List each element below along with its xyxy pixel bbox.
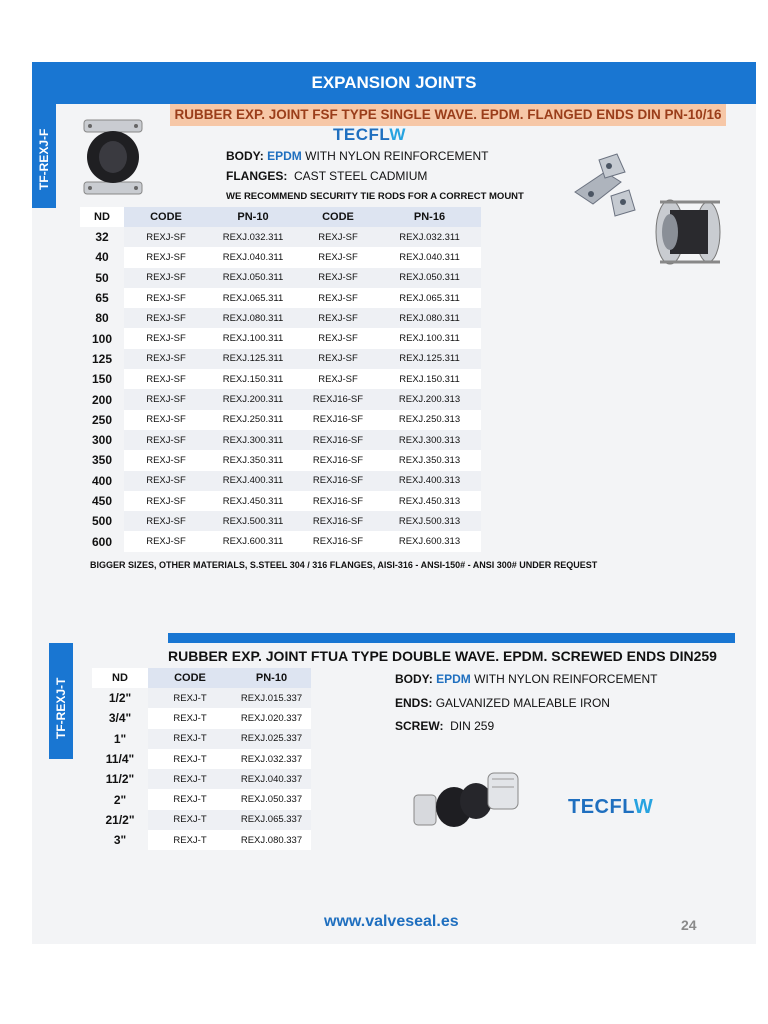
table-cell: REXJ-SF — [124, 349, 208, 369]
flanges-spec: FLANGES: CAST STEEL CADMIUM — [226, 169, 428, 183]
nominal-diameter-cell: 150 — [91, 372, 113, 387]
tie-rod-recommendation: WE RECOMMEND SECURITY TIE RODS FOR A CORRECT MOUNT — [226, 191, 524, 202]
table-cell: REXJ.350.313 — [378, 450, 481, 470]
table-cell: REXJ.040.337 — [232, 769, 311, 789]
table-row — [92, 810, 311, 830]
table-cell: REXJ-T — [148, 789, 232, 809]
table-cell: REXJ-SF — [124, 511, 208, 531]
nominal-diameter-cell: 250 — [91, 412, 113, 427]
table-cell: REXJ16-SF — [298, 389, 378, 409]
table-cell: REXJ-SF — [124, 410, 208, 430]
side-tab-section2 — [49, 643, 73, 759]
table-cell: REXJ-SF — [124, 531, 208, 551]
table-cell: REXJ16-SF — [298, 450, 378, 470]
nominal-diameter-cell: 3" — [113, 833, 127, 848]
table-cell: REXJ.350.311 — [208, 450, 298, 470]
table-cell: REXJ-SF — [298, 349, 378, 369]
table-cell: REXJ.100.311 — [208, 328, 298, 348]
nominal-diameter-cell: 300 — [91, 433, 113, 448]
table-cell: REXJ.450.311 — [208, 491, 298, 511]
table-row — [80, 227, 481, 247]
table-cell: REXJ.200.313 — [378, 389, 481, 409]
table-cell: REXJ16-SF — [298, 410, 378, 430]
table-cell: REXJ.020.337 — [232, 708, 311, 728]
flanged-joint-image — [80, 116, 146, 198]
header-nd: ND — [80, 207, 124, 227]
header-bar — [32, 62, 756, 104]
table-cell: REXJ16-SF — [298, 511, 378, 531]
nominal-diameter-cell: 500 — [91, 514, 113, 529]
table-cell: REXJ-SF — [298, 308, 378, 328]
table-cell: REXJ-SF — [124, 227, 208, 247]
table-cell: REXJ16-SF — [298, 491, 378, 511]
table-cell: REXJ-SF — [124, 288, 208, 308]
table-cell: REXJ-SF — [124, 389, 208, 409]
table-cell: REXJ.065.311 — [208, 288, 298, 308]
nominal-diameter-cell: 11/4" — [105, 752, 135, 767]
nominal-diameter-cell: 2" — [113, 792, 127, 807]
table-cell: REXJ.015.337 — [232, 688, 311, 708]
table-row — [92, 830, 311, 850]
table-cell: REXJ-SF — [124, 308, 208, 328]
header-nd: ND — [92, 668, 148, 688]
header-pn10: PN-10 — [232, 668, 311, 688]
nominal-diameter-cell: 3/4" — [108, 711, 132, 726]
nominal-diameter-cell: 200 — [91, 392, 113, 407]
table-row — [92, 708, 311, 728]
table-row — [92, 789, 311, 809]
table-row — [80, 531, 481, 551]
table-cell: REXJ-SF — [124, 491, 208, 511]
brand-logo: TECFLW — [333, 125, 406, 144]
table-cell: REXJ-T — [148, 688, 232, 708]
availability-note: BIGGER SIZES, OTHER MATERIALS, S.STEEL 304 / 316 FLANGES, AISI-316 - ANSI-150# - ANSI 300# UNDER REQUEST — [90, 560, 598, 570]
nominal-diameter-cell: 21/2" — [105, 812, 135, 827]
table-cell: REXJ.125.311 — [208, 349, 298, 369]
side-tab-label: TF-REXJ-T — [54, 677, 68, 739]
table-cell: REXJ-T — [148, 708, 232, 728]
table-cell: REXJ.040.311 — [378, 247, 481, 267]
table-cell: REXJ.300.311 — [208, 430, 298, 450]
table-cell: REXJ.032.337 — [232, 749, 311, 769]
nominal-diameter-cell: 11/2" — [105, 772, 135, 787]
table-header-row — [92, 668, 311, 688]
table-cell: REXJ16-SF — [298, 531, 378, 551]
header-pn10: PN-10 — [208, 207, 298, 227]
nominal-diameter-cell: 50 — [95, 270, 109, 285]
table-row — [92, 749, 311, 769]
table-cell: REXJ.125.311 — [378, 349, 481, 369]
table-cell: REXJ-SF — [124, 430, 208, 450]
table-cell: REXJ.400.313 — [378, 471, 481, 491]
nominal-diameter-cell: 1" — [113, 731, 127, 746]
table-cell: REXJ-T — [148, 769, 232, 789]
screwed-table — [92, 668, 311, 850]
table-cell: REXJ-SF — [124, 268, 208, 288]
section1-subtitle: RUBBER EXP. JOINT FSF TYPE SINGLE WAVE. EPDM. FLANGED ENDS DIN PN-10/16 — [170, 104, 726, 126]
table-row — [80, 308, 481, 328]
table-row — [80, 369, 481, 389]
ends-spec: ENDS: GALVANIZED MALEABLE IRON — [395, 696, 610, 710]
table-cell: REXJ.032.311 — [378, 227, 481, 247]
side-tab-label: TF-REXJ-F — [37, 128, 51, 190]
header-code: CODE — [124, 207, 208, 227]
nominal-diameter-cell: 400 — [91, 473, 113, 488]
table-cell: REXJ-SF — [298, 247, 378, 267]
brand-logo: TECFLW — [568, 796, 654, 818]
table-row — [80, 349, 481, 369]
tie-rod-brackets-image — [565, 152, 645, 224]
body-spec: BODY: EPDM WITH NYLON REINFORCEMENT — [226, 149, 489, 163]
table-cell: REXJ.500.311 — [208, 511, 298, 531]
table-header-row — [80, 207, 481, 227]
table-cell: REXJ.080.311 — [378, 308, 481, 328]
table-row — [80, 471, 481, 491]
table-cell: REXJ.450.313 — [378, 491, 481, 511]
table-cell: REXJ-SF — [124, 247, 208, 267]
table-cell: REXJ-T — [148, 810, 232, 830]
table-cell: REXJ-T — [148, 729, 232, 749]
table-cell: REXJ.065.337 — [232, 810, 311, 830]
table-cell: REXJ.300.313 — [378, 430, 481, 450]
table-row — [80, 389, 481, 409]
nominal-diameter-cell: 600 — [91, 534, 113, 549]
table-cell: REXJ16-SF — [298, 471, 378, 491]
header-code: CODE — [148, 668, 232, 688]
table-cell: REXJ.080.311 — [208, 308, 298, 328]
table-cell: REXJ.250.311 — [208, 410, 298, 430]
website-link[interactable]: www.valveseal.es — [324, 913, 459, 930]
section2-subtitle: RUBBER EXP. JOINT FTUA TYPE DOUBLE WAVE. EPDM. SCREWED ENDS DIN259 — [168, 648, 717, 664]
pn-table — [80, 207, 481, 552]
table-row — [80, 430, 481, 450]
nominal-diameter-cell: 1/2" — [108, 691, 132, 706]
table-cell: REXJ.025.337 — [232, 729, 311, 749]
table-cell: REXJ.200.311 — [208, 389, 298, 409]
table-cell: REXJ-SF — [298, 268, 378, 288]
section2-divider — [168, 633, 735, 643]
screwed-joint-image — [412, 767, 522, 837]
table-cell: REXJ.050.311 — [378, 268, 481, 288]
table-row — [92, 688, 311, 708]
nominal-diameter-cell: 65 — [95, 291, 109, 306]
table-cell: REXJ.040.311 — [208, 247, 298, 267]
table-row — [80, 288, 481, 308]
table-row — [80, 450, 481, 470]
table-row — [80, 247, 481, 267]
table-cell: REXJ.150.311 — [208, 369, 298, 389]
table-cell: REXJ.400.311 — [208, 471, 298, 491]
table-row — [92, 729, 311, 749]
table-cell: REXJ-SF — [298, 227, 378, 247]
nominal-diameter-cell: 350 — [91, 453, 113, 468]
table-row — [80, 268, 481, 288]
table-cell: REXJ16-SF — [298, 430, 378, 450]
table-cell: REXJ-T — [148, 749, 232, 769]
table-row — [92, 769, 311, 789]
table-row — [80, 410, 481, 430]
joint-with-tie-rods-image — [650, 190, 726, 272]
table-cell: REXJ-SF — [124, 328, 208, 348]
nominal-diameter-cell: 80 — [95, 311, 109, 326]
table-cell: REXJ.100.311 — [378, 328, 481, 348]
table-cell: REXJ.600.313 — [378, 531, 481, 551]
table-cell: REXJ-SF — [298, 369, 378, 389]
table-cell: REXJ-SF — [124, 450, 208, 470]
table-row — [80, 511, 481, 531]
nominal-diameter-cell: 32 — [95, 230, 109, 245]
table-cell: REXJ.050.311 — [208, 268, 298, 288]
nominal-diameter-cell: 100 — [91, 331, 113, 346]
table-row — [80, 491, 481, 511]
table-cell: REXJ-T — [148, 830, 232, 850]
nominal-diameter-cell: 40 — [95, 250, 109, 265]
table-cell: REXJ.500.313 — [378, 511, 481, 531]
table-cell: REXJ.080.337 — [232, 830, 311, 850]
table-cell: REXJ.250.313 — [378, 410, 481, 430]
body-spec: BODY: EPDM WITH NYLON REINFORCEMENT — [395, 672, 658, 686]
side-tab-section1 — [32, 104, 56, 208]
table-cell: REXJ.150.311 — [378, 369, 481, 389]
table-cell: REXJ.050.337 — [232, 789, 311, 809]
table-cell: REXJ.600.311 — [208, 531, 298, 551]
page-number: 24 — [681, 917, 697, 933]
page-title: EXPANSION JOINTS — [311, 73, 477, 92]
table-cell: REXJ-SF — [124, 471, 208, 491]
table-cell: REXJ-SF — [298, 328, 378, 348]
header-pn16: PN-16 — [378, 207, 481, 227]
table-cell: REXJ-SF — [124, 369, 208, 389]
table-row — [80, 328, 481, 348]
table-cell: REXJ.065.311 — [378, 288, 481, 308]
table-cell: REXJ.032.311 — [208, 227, 298, 247]
nominal-diameter-cell: 125 — [91, 351, 113, 366]
header-code: CODE — [298, 207, 378, 227]
screw-spec: SCREW: DIN 259 — [395, 719, 495, 733]
nominal-diameter-cell: 450 — [91, 494, 113, 508]
table-cell: REXJ-SF — [298, 288, 378, 308]
